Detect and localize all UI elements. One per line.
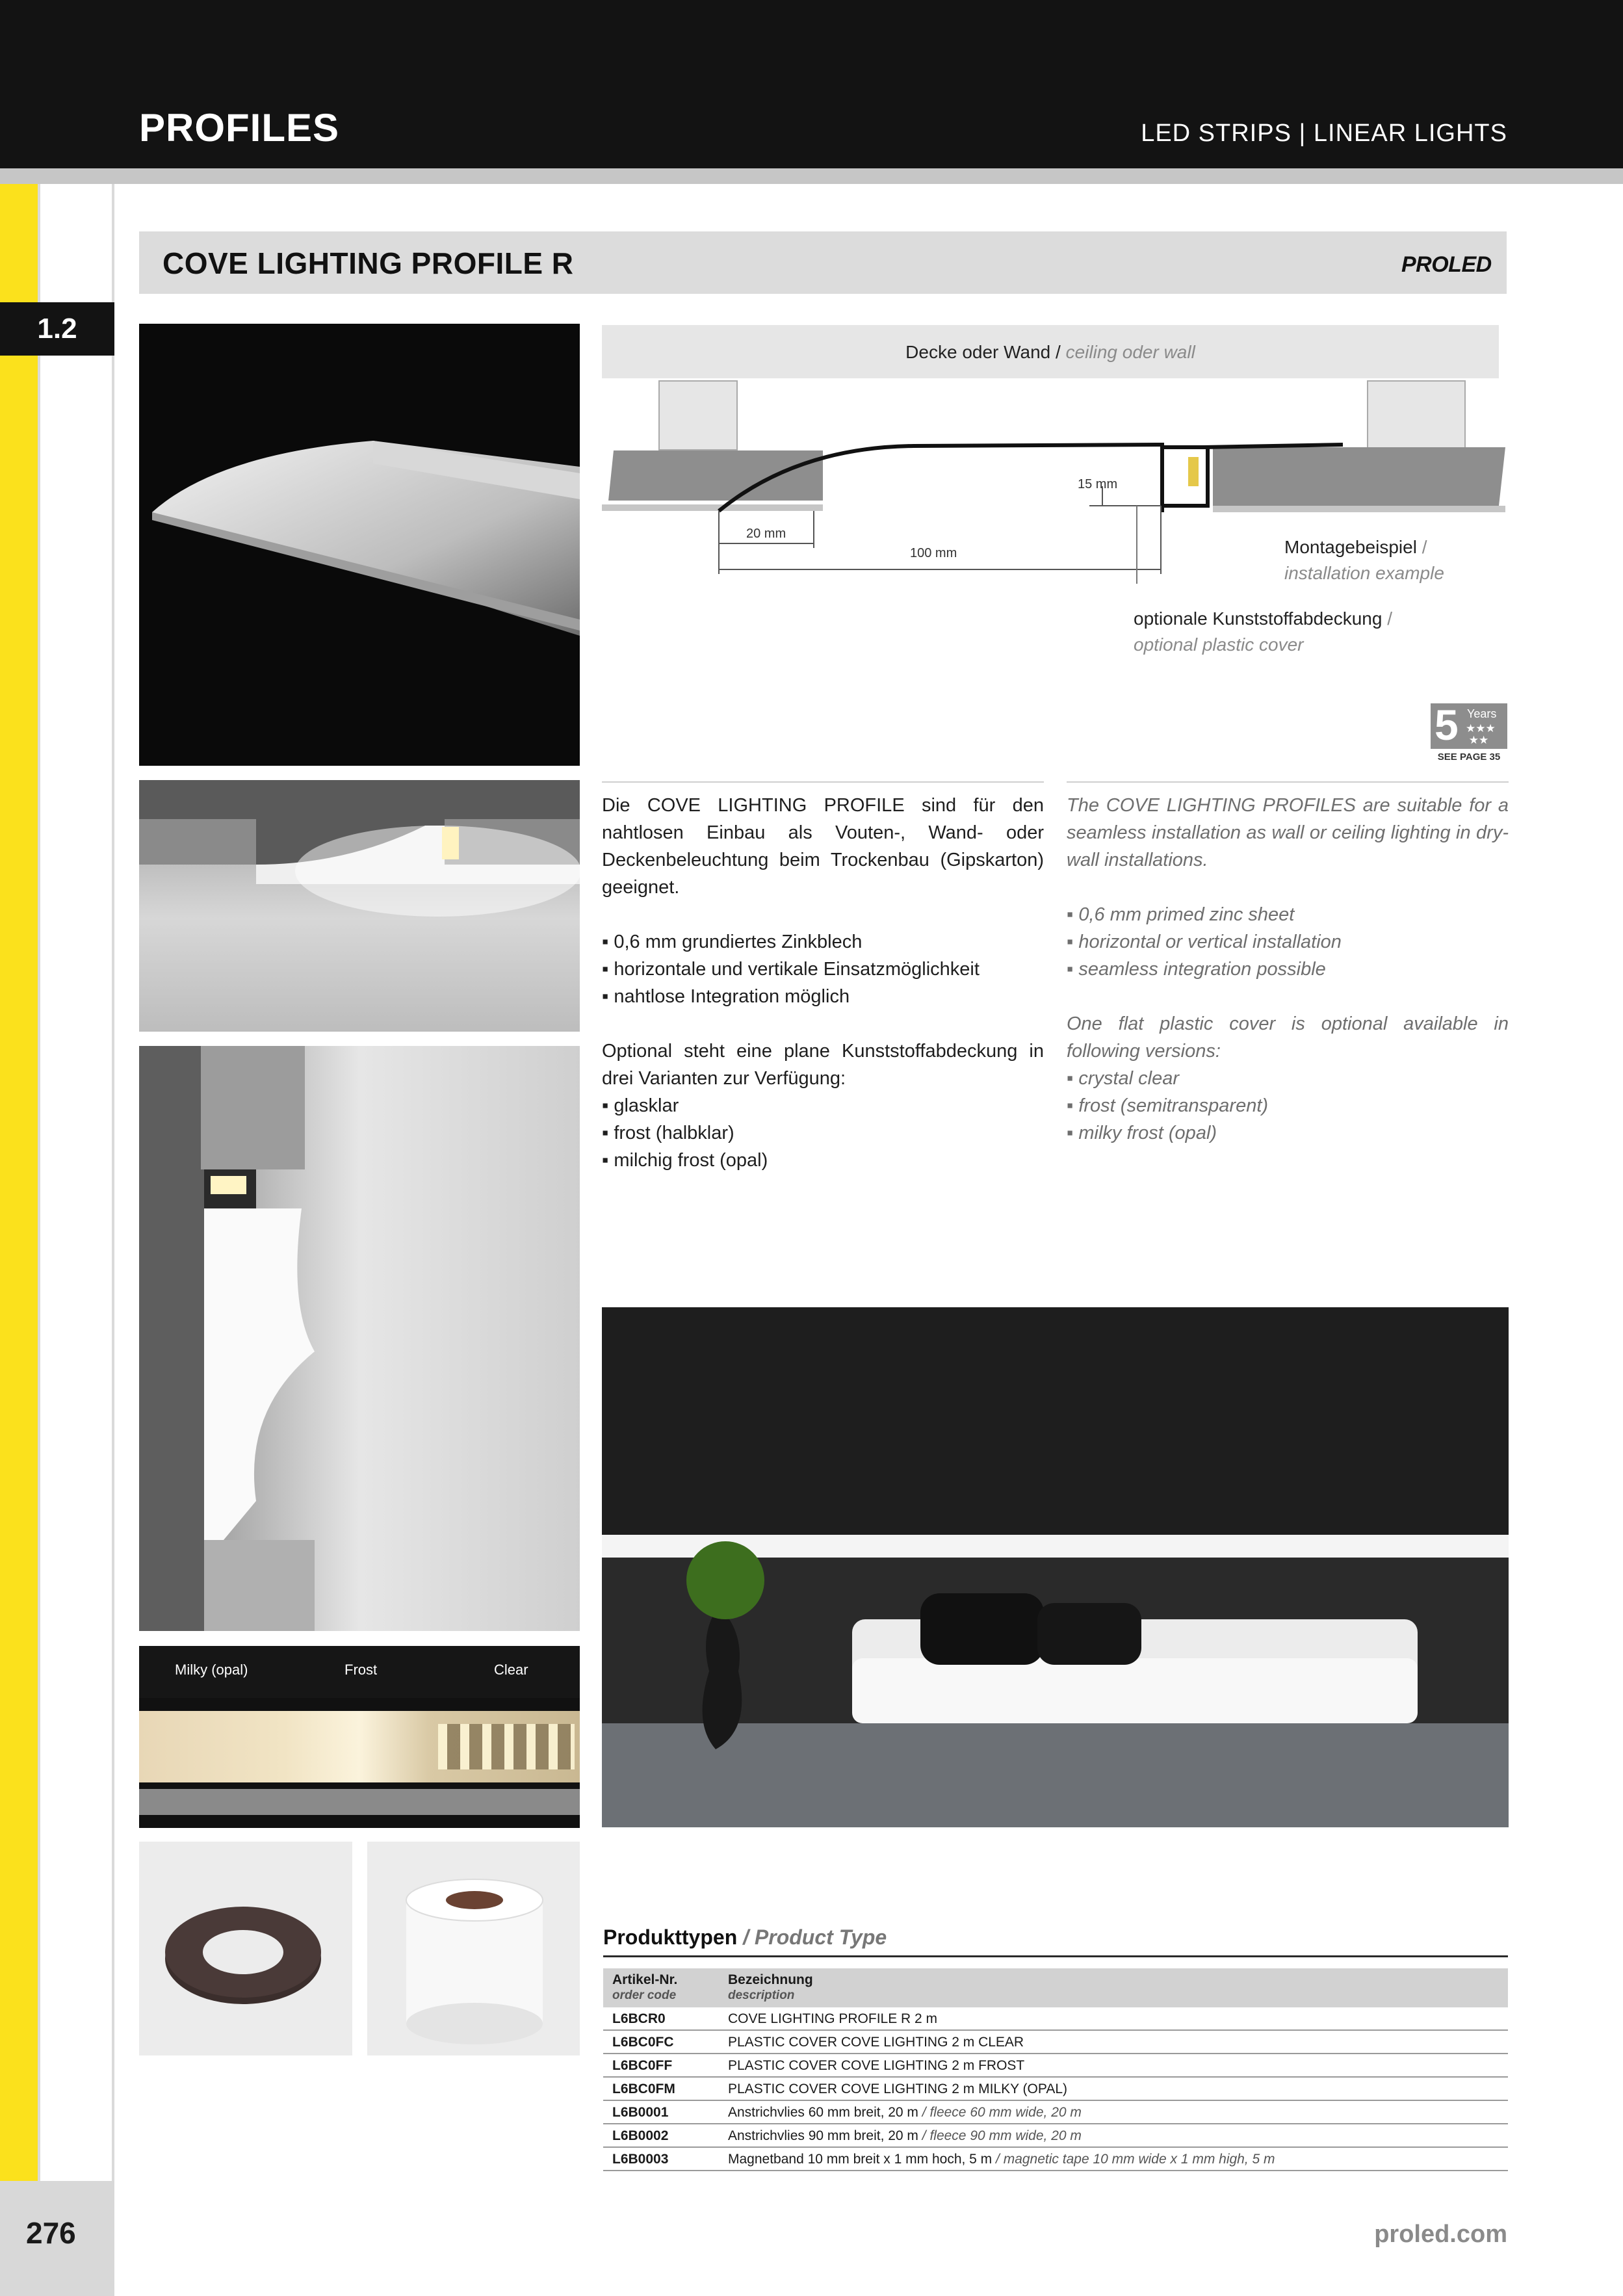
section-title: PROFILES [139, 106, 340, 150]
description: PLASTIC COVER COVE LIGHTING 2 m MILKY (OPAL) [719, 2077, 1508, 2100]
profile-photo [139, 324, 580, 766]
magnetic-tape-photo [139, 1842, 352, 2055]
cover-label-separator: / [1387, 608, 1393, 629]
description: PLASTIC COVER COVE LIGHTING 2 m CLEAR [719, 2030, 1508, 2054]
order-code: L6BC0FF [603, 2054, 719, 2077]
mount-label: Montagebeispiel [1284, 537, 1417, 557]
category-label: LED STRIPS | LINEAR LIGHTS [1141, 120, 1507, 147]
table-row [603, 2100, 1508, 2124]
variant-label-frost: Frost [344, 1662, 378, 1678]
intro-en: The COVE LIGHTING PROFILES are suitable for a seamless installation as wall or ceiling lighting in dry-wall installations. [1067, 795, 1509, 870]
intro-de: Die COVE LIGHTING PROFILE sind für den nahtlosen Einbau als Vouten-, Wand- oder Deckenbeleuchtung beim Trockenbau (Gipskarton) geeignet. [602, 795, 1044, 898]
cover-item: ▪ milchig frost (opal) [602, 1147, 1044, 1174]
table-row [603, 2124, 1508, 2147]
cover-item: ▪ glasklar [602, 1092, 1044, 1119]
description-en [1067, 781, 1509, 1174]
warranty-badge [1431, 703, 1507, 767]
product-title: COVE LIGHTING PROFILE R [162, 246, 574, 280]
cover-item: ▪ frost (halbklar) [602, 1119, 1044, 1147]
table-row [603, 2077, 1508, 2100]
description: PLASTIC COVER COVE LIGHTING 2 m FROST [719, 2054, 1508, 2077]
description: COVE LIGHTING PROFILE R 2 m [719, 2007, 1508, 2030]
cove-light-photo [139, 780, 580, 1032]
warranty-years: 5 [1435, 701, 1459, 749]
cover-list-de [602, 1092, 1044, 1174]
description: Anstrichvlies 60 mm breit, 20 m / fleece 60 mm wide, 20 m [719, 2100, 1508, 2124]
cover-variants-photo [139, 1646, 580, 1828]
cover-list-en [1067, 1065, 1509, 1147]
table-row [603, 2007, 1508, 2030]
order-code: L6B0001 [603, 2100, 719, 2124]
brand-logo: PROLED [1401, 252, 1492, 277]
mount-label-en: installation example [1284, 563, 1444, 583]
description-de [602, 781, 1044, 1201]
table-header-row [603, 1968, 1508, 2007]
dimension-100mm: 100 mm [910, 546, 957, 560]
table-row [603, 2054, 1508, 2077]
col-header-desc: Bezeichnung [728, 1972, 813, 1987]
page-number: 276 [26, 2216, 76, 2250]
col-header-code: Artikel-Nr. [612, 1972, 678, 1987]
side-rail [38, 184, 114, 2181]
order-code: L6BC0FM [603, 2077, 719, 2100]
warranty-note: SEE PAGE 35 [1437, 751, 1501, 763]
description: Anstrichvlies 90 mm breit, 20 m / fleece 90 mm wide, 20 m [719, 2124, 1508, 2147]
cover-label: optionale Kunststoffabdeckung [1134, 608, 1383, 629]
col-header-desc-en: description [728, 1989, 795, 2002]
mount-label-separator: / [1422, 537, 1427, 557]
product-type-heading-de: Produkttypen [603, 1925, 738, 1949]
description: Magnetband 10 mm breit x 1 mm hoch, 5 m / magnetic tape 10 mm wide x 1 mm high, 5 m [719, 2147, 1508, 2171]
diagram-top-separator: / [1056, 342, 1061, 362]
section-tab[interactable]: 1.2 [0, 302, 114, 356]
star-icon: ★★★ ★★ [1466, 722, 1496, 746]
side-rail-yellow [0, 184, 38, 2181]
cover-item: ▪ milky frost (opal) [1067, 1119, 1509, 1147]
dimension-20mm: 20 mm [746, 527, 786, 541]
dimension-15mm: 15 mm [1078, 477, 1118, 491]
warranty-label: Years [1467, 707, 1497, 720]
cover-item: ▪ crystal clear [1067, 1065, 1509, 1092]
feature-item: ▪ horizontale und vertikale Einsatzmöglichkeit [602, 956, 1044, 983]
header-stripe [0, 168, 1623, 184]
variant-label-opal: Milky (opal) [175, 1662, 248, 1678]
product-table [603, 1968, 1508, 2171]
heading-rule [603, 1955, 1508, 1957]
table-row [603, 2147, 1508, 2171]
feature-item: ▪ seamless integration possible [1067, 956, 1509, 983]
diagram-top-label: Decke oder Wand [905, 342, 1051, 362]
installation-diagram [602, 324, 1512, 675]
living-room-photo [602, 1307, 1509, 1827]
product-type-heading [603, 1925, 887, 1950]
cover-intro-en: One flat plastic cover is optional available in following versions: [1067, 1013, 1509, 1062]
order-code: L6BCR0 [603, 2007, 719, 2030]
feature-item: ▪ 0,6 mm grundiertes Zinkblech [602, 928, 1044, 956]
fleece-roll-photo [367, 1842, 580, 2055]
feature-list-en [1067, 901, 1509, 983]
col-header-code-en: order code [612, 1989, 677, 2002]
variant-label-clear: Clear [494, 1662, 528, 1678]
cover-intro-de: Optional steht eine plane Kunststoffabdeckung in drei Varianten zur Verfügung: [602, 1041, 1044, 1089]
wall-light-photo [139, 1046, 580, 1631]
order-code: L6B0003 [603, 2147, 719, 2171]
diagram-top-label-en: ceiling oder wall [1065, 342, 1195, 362]
feature-item: ▪ horizontal or vertical installation [1067, 928, 1509, 956]
cover-label-en: optional plastic cover [1134, 634, 1304, 655]
product-type-heading-en: / Product Type [743, 1925, 887, 1949]
feature-list-de [602, 928, 1044, 1010]
order-code: L6B0002 [603, 2124, 719, 2147]
website-link[interactable]: proled.com [1374, 2221, 1507, 2248]
cover-item: ▪ frost (semitransparent) [1067, 1092, 1509, 1119]
order-code: L6BC0FC [603, 2030, 719, 2054]
feature-item: ▪ 0,6 mm primed zinc sheet [1067, 901, 1509, 928]
table-row [603, 2030, 1508, 2054]
feature-item: ▪ nahtlose Integration möglich [602, 983, 1044, 1010]
